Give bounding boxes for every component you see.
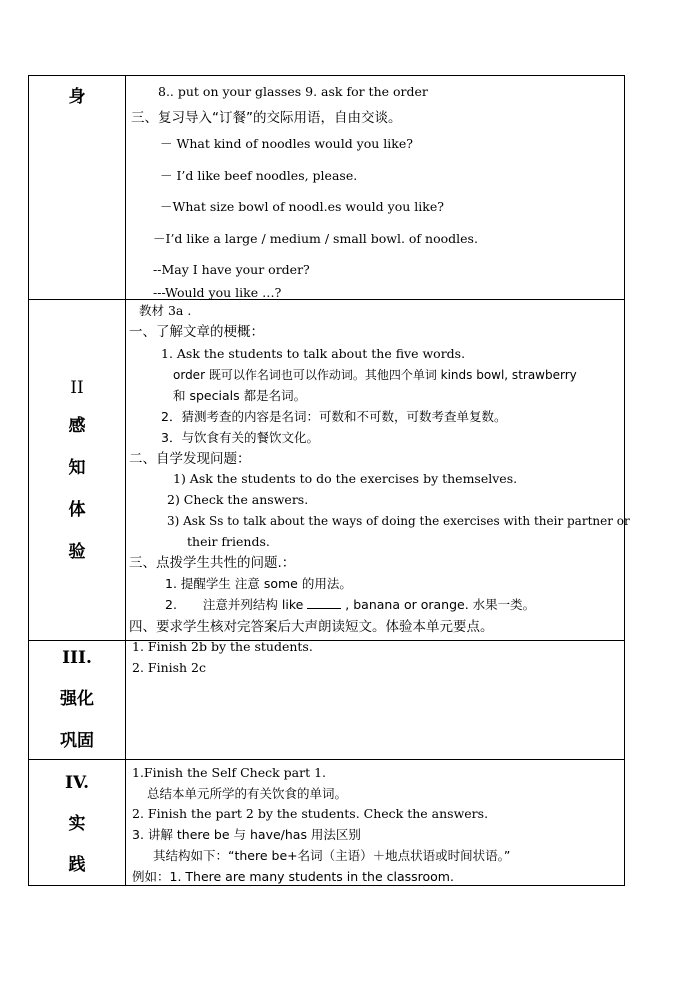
text-line: 教材 3a . [139,303,192,318]
text-line: 3) Ask Ss to talk about the ways of doing the exercises with their partner or [167,514,630,528]
row-content-cell [125,641,624,759]
text-line: 三、复习导入“订餐”的交际用语，自由交谈。 [131,110,402,126]
row-label-char: 实 [68,814,86,834]
row-content-cell [125,300,630,640]
fill-in-blank [307,608,341,609]
text-line: －What size bowl of noodl.es would you like? [160,199,444,214]
text-line: 四、要求学生核对完答案后大声朗读短文。体验本单元要点。 [129,619,494,635]
row-content-cell [125,760,624,885]
row-label-cell [29,300,126,640]
text-line: 1) Ask the students to do the exercises by themselves. [173,471,518,486]
row-label: 身 [68,87,86,107]
text-line: 二、自学发现问题： [129,451,251,467]
text-line: 总结本单元所学的有关饮食的单词。 [147,786,348,801]
text-line: 1. 提醒学生 注意 some 的用法。 [165,576,352,591]
row-label-roman: III. [62,648,92,668]
list-number: 2. [165,597,177,612]
row-label-char: 感 [68,416,86,436]
table-row-qianghua-gonggu [28,640,625,760]
text-line: 例如：1. There are many students in the classroom. [132,869,454,884]
text-line: 2．猜测考查的内容是名词：可数和不可数，可数考查单复数。 [161,409,507,424]
text-line: 3. 讲解 there be 与 have/has 用法区别 [132,827,361,842]
table-row-ganzhi-tiyan [28,299,630,641]
text-line: 1.Finish the Self Check part 1. [132,765,327,780]
row-label-char: 验 [68,542,86,562]
text-line: 和 specials 都是名词。 [173,388,307,403]
row-label-roman: II [70,378,84,398]
text-line: 一、了解文章的梗概： [129,324,264,340]
table-row-shen [28,75,625,300]
row-label-cell [29,641,126,759]
row-content-cell [125,76,624,299]
row-label-char: 知 [68,458,86,478]
table-row-shijian [28,759,625,886]
row-label-cell [29,760,126,885]
text-line: －I’d like a large / medium / small bowl. of noodles. [153,231,478,246]
row-label-text: 巩固 [60,731,94,751]
text-line: 三、点拨学生共性的问题.： [129,555,296,571]
text-line: 3．与饮食有关的餐饮文化。 [161,430,319,445]
text-line: 1. Finish 2b by the students. [132,639,313,654]
row-label-cell [29,76,126,299]
text-line: 8.. put on your glasses 9. ask for the order [158,84,428,99]
text-line: 2. Finish 2c [132,660,207,675]
row-label-char: 践 [68,855,86,875]
row-label-text: 强化 [60,689,94,709]
text-line: － What kind of noodles would you like? [160,136,413,151]
text-line: 其结构如下：“there be+名词（主语）＋地点状语或时间状语。” [153,848,511,863]
text-line: － I’d like beef noodles, please. [160,168,358,183]
text-line: 1. Ask the students to talk about the five words. [161,346,466,361]
row-label-char: 体 [68,500,86,520]
row-label-roman: IV. [64,773,90,793]
text-line: 2. Finish the part 2 by the students. Check the answers. [132,806,489,821]
text-fragment: , banana or orange. 水果一类。 [345,597,536,612]
text-line: 2) Check the answers. [167,492,309,507]
text-line: their friends. [187,534,270,549]
text-line: ---Would you like …? [153,285,282,300]
text-line: --May I have your order? [153,262,310,277]
text-fragment: 注意并列结构 like [202,597,308,612]
text-line: order 既可以作名词也可以作动词。其他四个单词 kinds bowl, strawberry [173,368,577,382]
text-line [165,597,535,613]
